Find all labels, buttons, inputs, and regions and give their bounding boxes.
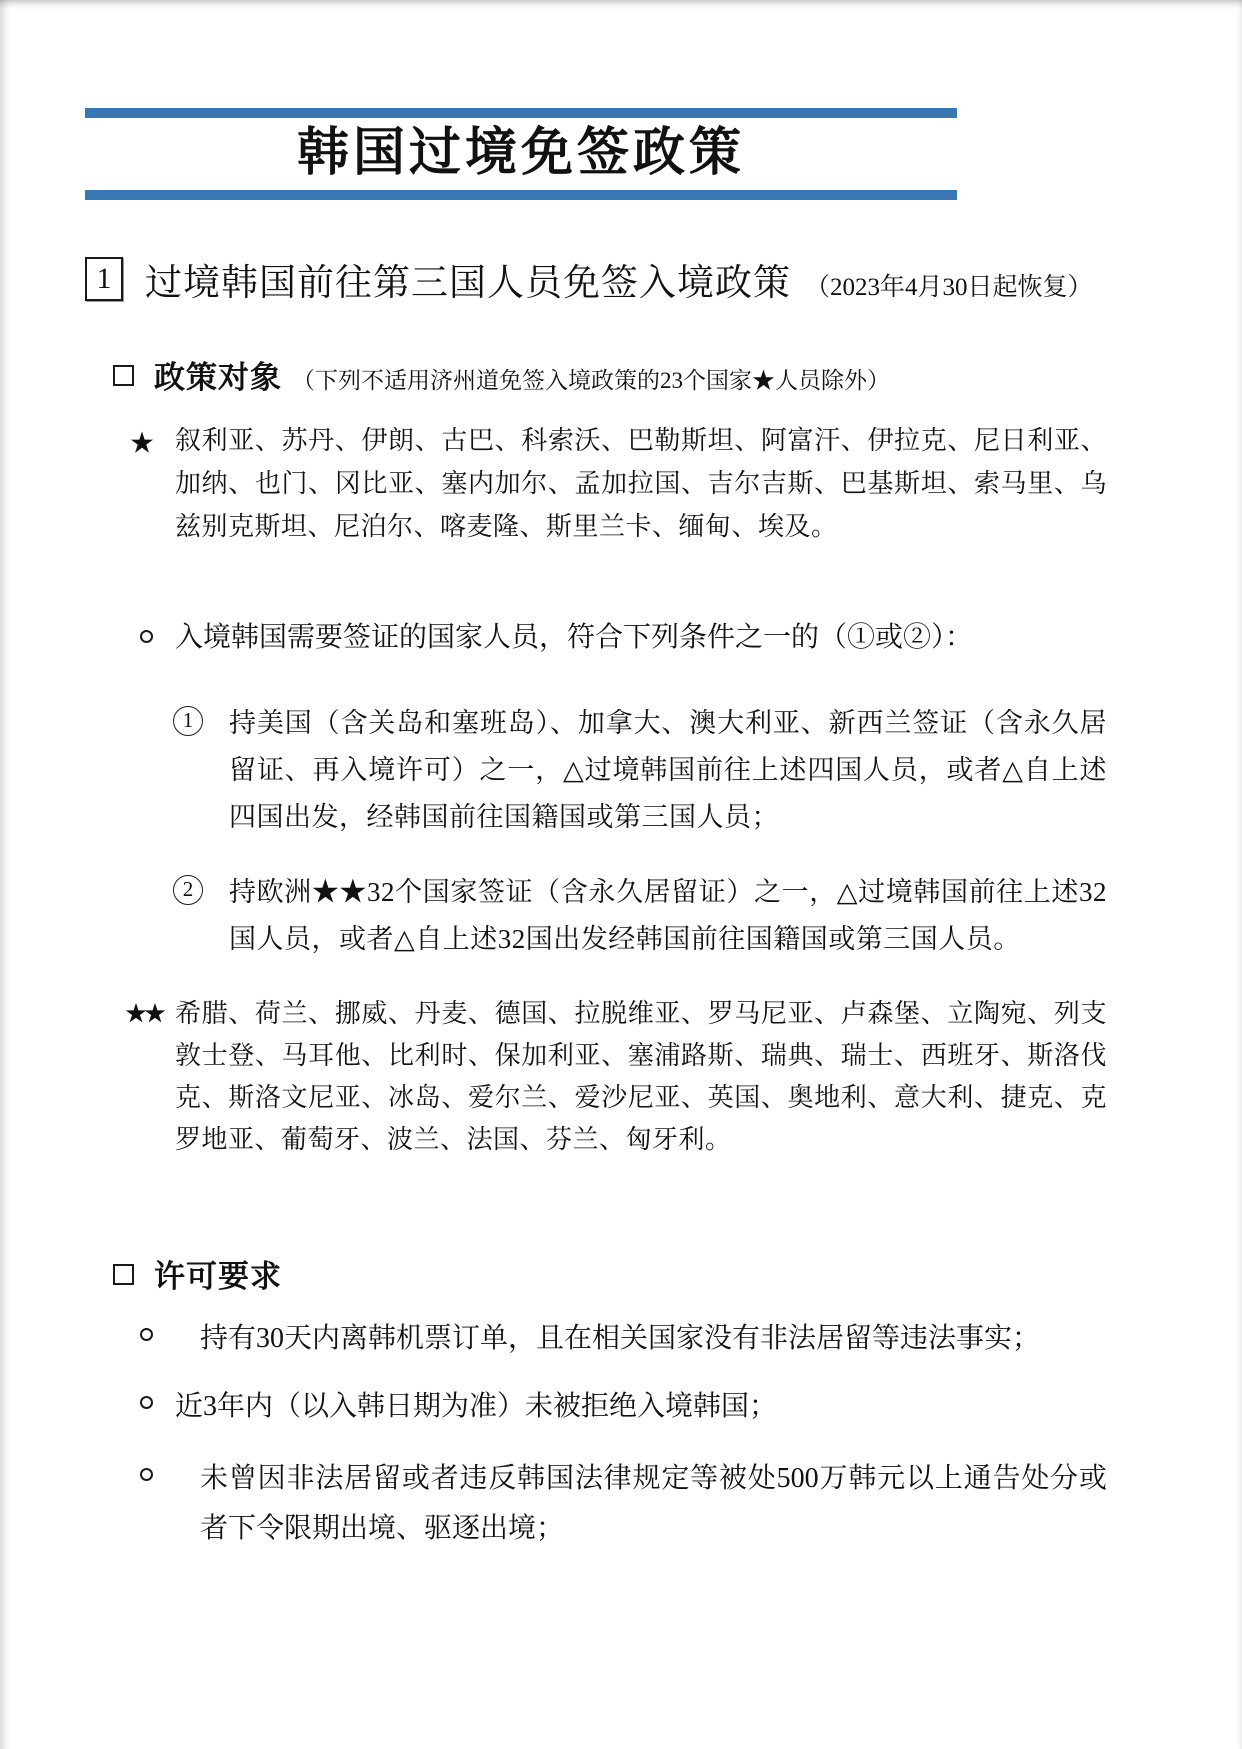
- section-title: 过境韩国前往第三国人员免签入境政策: [145, 263, 791, 304]
- condition-2-paragraph: [173, 869, 1107, 963]
- policy-target-heading-row: [113, 352, 1107, 397]
- requirement-item-text: 持有30天内离韩机票订单，且在相关国家没有非法居留等违法事实；: [200, 1323, 1041, 1354]
- condition-1-text: 持美国（含关岛和塞班岛）、加拿大、澳大利亚、新西兰签证（含永久居留证、再入境许可）之一，△过境韩国前往上述四国人员，或者△自上述四国出发，经韩国前往国籍国或第三国人员；: [229, 708, 1107, 832]
- circle-bullet-icon: [140, 616, 175, 660]
- section-heading: [85, 252, 1107, 306]
- double-star-bullet-icon: ★★: [125, 1001, 164, 1026]
- condition-2-text: 持欧洲★★32个国家签证（含永久居留证）之一，△过境韩国前往上述32国人员，或者△自上述32国出发经韩国前往国籍国或第三国人员。: [229, 877, 1107, 954]
- circle-bullet-icon: [140, 1314, 200, 1364]
- policy-target-note: （下列不适用济州道免签入境政策的23个国家★人员除外）: [292, 368, 890, 393]
- conditions-intro-paragraph: [140, 616, 1107, 660]
- requirement-item: [140, 1382, 1107, 1432]
- conditions-intro-text: 入境韩国需要签证的国家人员，符合下列条件之一的（①或②）：: [175, 622, 974, 653]
- square-bullet-icon: [113, 365, 134, 386]
- requirement-item-text: 未曾因非法居留或者违反韩国法律规定等被处500万韩元以上通告处分或者下令限期出境、驱逐出境；: [200, 1463, 1107, 1544]
- circle-bullet-icon: [140, 1454, 200, 1554]
- page-title: 韩国过境免签政策: [296, 125, 745, 182]
- excluded-countries-paragraph: [130, 419, 1107, 548]
- requirement-item-text: 近3年内（以入韩日期为准）未被拒绝入境韩国；: [175, 1391, 778, 1422]
- circled-2-icon: 2: [173, 869, 229, 963]
- requirement-item: [140, 1454, 1107, 1554]
- section-number-box: 1: [85, 257, 123, 301]
- star-bullet-icon: ★: [130, 431, 154, 457]
- section-date-note: （2023年4月30日起恢复）: [805, 274, 1093, 301]
- requirement-item: [140, 1314, 1107, 1364]
- title-rule-bottom: [85, 190, 957, 200]
- circle-bullet-icon: [140, 1382, 175, 1432]
- circled-1-icon: 1: [173, 700, 229, 841]
- requirements-heading: 许可要求: [154, 1259, 282, 1294]
- title-rule-top: [85, 108, 957, 118]
- european-countries-paragraph: [125, 993, 1107, 1161]
- requirements-heading-row: [113, 1251, 1107, 1296]
- square-bullet-icon: [113, 1264, 134, 1285]
- european-countries-text: 希腊、荷兰、挪威、丹麦、德国、拉脱维亚、罗马尼亚、卢森堡、立陶宛、列支敦士登、马耳他、比利时、保加利亚、塞浦路斯、瑞典、瑞士、西班牙、斯洛伐克、斯洛文尼亚、冰岛、爱尔兰、爱沙尼亚、英国、奥地利、意大利、捷克、克罗地亚、葡萄牙、波兰、法国、芬兰、匈牙利。: [175, 999, 1107, 1154]
- excluded-countries-text: 叙利亚、苏丹、伊朗、古巴、科索沃、巴勒斯坦、阿富汗、伊拉克、尼日利亚、加纳、也门、冈比亚、塞内加尔、孟加拉国、吉尔吉斯、巴基斯坦、索马里、乌兹别克斯坦、尼泊尔、喀麦隆、斯里兰卡、缅甸、埃及。: [175, 426, 1107, 541]
- policy-target-heading: 政策对象: [154, 360, 282, 395]
- condition-1-paragraph: [173, 700, 1107, 841]
